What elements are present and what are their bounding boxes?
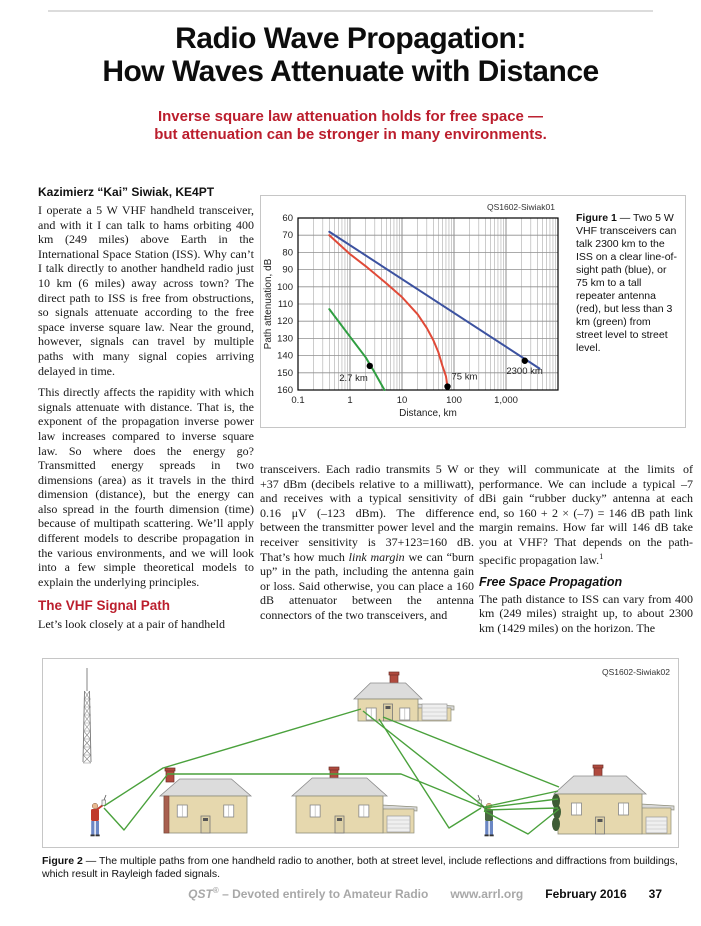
article-deck (0, 108, 701, 144)
door-window (598, 819, 603, 822)
propagation-path (484, 808, 558, 810)
text-column-2 (260, 462, 474, 630)
roof (292, 778, 387, 796)
person-with-radio (478, 795, 494, 836)
x-tick-label: 100 (446, 395, 462, 406)
y-tick-label: 150 (277, 367, 293, 379)
propagation-path (484, 791, 558, 807)
leg (490, 821, 493, 835)
paragraph: I operate a 5 W VHF handheld transceiver, and with it I can talk to hams orbiting 400 km (249 miles) above Earth in the International Space Station (ISS). Why can’t I talk directly to another handheld radio just 10 km (6 miles) away across town? The direct path to ISS is free from obstructions, so signals attenuate according to the free space inverse square law. Near the ground, however, signals can travel by multiple paths with many signal copies arriving delayed in time. (38, 203, 254, 378)
deck-line-2: but attenuation can be stronger in many environments. (154, 126, 547, 143)
figure-1-box (260, 195, 686, 428)
shoe (490, 835, 494, 837)
door-window (386, 706, 391, 709)
door-window (337, 818, 342, 821)
data-marker (367, 363, 373, 369)
leg (91, 821, 94, 835)
chimney-cap (165, 768, 175, 771)
journal-url: www.arrl.org (450, 887, 524, 901)
chimney (166, 770, 174, 782)
text-column-3 (479, 462, 693, 643)
section-heading-vhf-signal-path: The VHF Signal Path (38, 598, 171, 614)
y-tick-label: 80 (282, 247, 293, 259)
roof (354, 683, 422, 699)
page-title (0, 22, 701, 88)
data-marker (444, 383, 450, 389)
figure-2-caption-lead: Figure 2 (42, 855, 83, 867)
chimney-cap (329, 767, 339, 770)
y-tick-label: 160 (277, 385, 293, 396)
top-rule (48, 10, 653, 12)
data-marker (522, 358, 528, 364)
tower-leg (90, 691, 92, 762)
house (354, 672, 454, 721)
x-tick-label: 1 (347, 395, 353, 406)
shoe (91, 835, 95, 837)
y-tick-label: 90 (282, 264, 293, 276)
title-line-1: Radio Wave Propagation: (175, 22, 526, 55)
x-tick-label: 1,000 (494, 395, 518, 406)
propagation-path (104, 775, 167, 830)
y-tick-label: 140 (277, 350, 293, 362)
page-footer (188, 886, 662, 901)
head (92, 803, 98, 809)
side-wall (164, 796, 169, 833)
paragraph: This directly affects the rapidity with which signals attenuate with distance. That is, the exponent of the propagation inverse power law increases compared to inverse square law. So where does the energy go? Transmitted energy spreads in two dimensions (area) as it travels in the third dimension (distance), but the energy can also spread in the fourth dimension (time) because of multipath scattering. We’ll apply different models to describe propagation in the various environments, and we will look into a few simple theoretical models to explain the underlying principles. (38, 385, 254, 589)
title-line-2: How Waves Attenuate with Distance (102, 55, 599, 88)
y-tick-label: 130 (277, 333, 293, 345)
radio-antenna (104, 795, 106, 800)
figure-2-box (42, 658, 679, 848)
propagation-path (484, 809, 559, 834)
journal-tagline: QST® – Devoted entirely to Amateur Radio (188, 886, 429, 901)
y-tick-label: 110 (277, 299, 293, 310)
y-tick-label: 70 (282, 230, 293, 242)
paragraph: Let’s look closely at a pair of handheld (38, 617, 225, 632)
leg (485, 821, 488, 835)
text-column-1 (38, 203, 254, 639)
y-tick-label: 120 (277, 316, 293, 328)
roof (554, 776, 646, 794)
chimney-cap (593, 765, 603, 768)
series-line (329, 235, 447, 386)
paragraph: transceivers. Each radio transmits 5 W or +37 dBm (decibels relative to a milliwatt), and receives with a typical sensitivity of 0.16 μV (–123 dBm). The difference between the transmitter power level and the receiver sensitivity is 37+123=160 dB. That’s how much link margin we can “burn up” in the path, including the antenna gain or loss. Said otherwise, you can place a 160 dB attenuator between the antenna connectors of the two transceivers, and (260, 462, 475, 622)
figure-1-id-label: QS1602-Siwiak01 (486, 202, 555, 212)
x-axis-title: Distance, km (399, 408, 457, 419)
figure-2-caption: Figure 2 — The multiple paths from one handheld radio to another, both at street level, include reflections and diffractions from buildings, which result in Rayleigh faded signals. (42, 855, 678, 880)
radio-antenna (478, 795, 480, 800)
y-tick-label: 100 (277, 281, 293, 293)
page-number: 37 (648, 887, 662, 901)
marker-label: 2.7 km (339, 372, 368, 384)
shoe (96, 835, 100, 837)
marker-label: 75 km (451, 371, 478, 383)
byline: Kazimierz “Kai” Siwiak, KE4PT (38, 185, 215, 199)
figure-2-illustration (43, 659, 677, 846)
italic-term-link-margin: link margin (348, 549, 405, 564)
house (160, 768, 251, 833)
deck-line-1: Inverse square law attenuation holds for free space — (157, 108, 544, 125)
marker-label: 2300 km (506, 365, 543, 377)
house (552, 765, 674, 834)
person-with-radio (91, 795, 107, 836)
figure-1-chart (261, 196, 573, 422)
tower-leg (83, 691, 85, 762)
door-window (203, 818, 208, 821)
section-heading-free-space: Free Space Propagation (479, 575, 623, 590)
antenna-tower (83, 668, 91, 763)
propagation-path (383, 717, 559, 787)
footnote-marker: 1 (599, 551, 604, 561)
figure-1-caption: Figure 1 — Two 5 W VHF transceivers can talk 2300 km to the ISS on a clear line-of-sight path (blue), or 75 km to a tall repeater antenna (red), but less than 3 km (green) from street level to street level. (576, 212, 677, 354)
x-tick-label: 0.1 (291, 395, 305, 406)
house (292, 767, 417, 833)
issue-date: February 2016 (545, 887, 627, 901)
shoe (485, 835, 489, 837)
paragraph: The path distance to ISS can vary from 400 km (249 miles) straight up, to about 2300 km (1429 miles) on the horizon. The (479, 591, 693, 635)
figure-2-id-label: QS1602-Siwiak02 (601, 667, 670, 677)
leg (96, 821, 99, 835)
bush (552, 794, 560, 808)
propagation-path (484, 799, 558, 808)
x-tick-label: 10 (396, 395, 408, 406)
figure-1-caption-lead: Figure 1 (576, 212, 617, 224)
bush (552, 817, 560, 831)
y-tick-label: 60 (282, 213, 293, 224)
y-axis-title: Path attenuation, dB (263, 258, 274, 350)
paragraph: they will communicate at the limits of performance. We can include a typical –7 dBi gain “rubber ducky” antenna at each end, so 160 + 2 × (–7) = 146 dB path link margin remains. How far will 146 dB take you at VHF? That depends on the path-specific propagation law.$^1$ (479, 462, 693, 567)
chimney-cap (389, 672, 399, 675)
